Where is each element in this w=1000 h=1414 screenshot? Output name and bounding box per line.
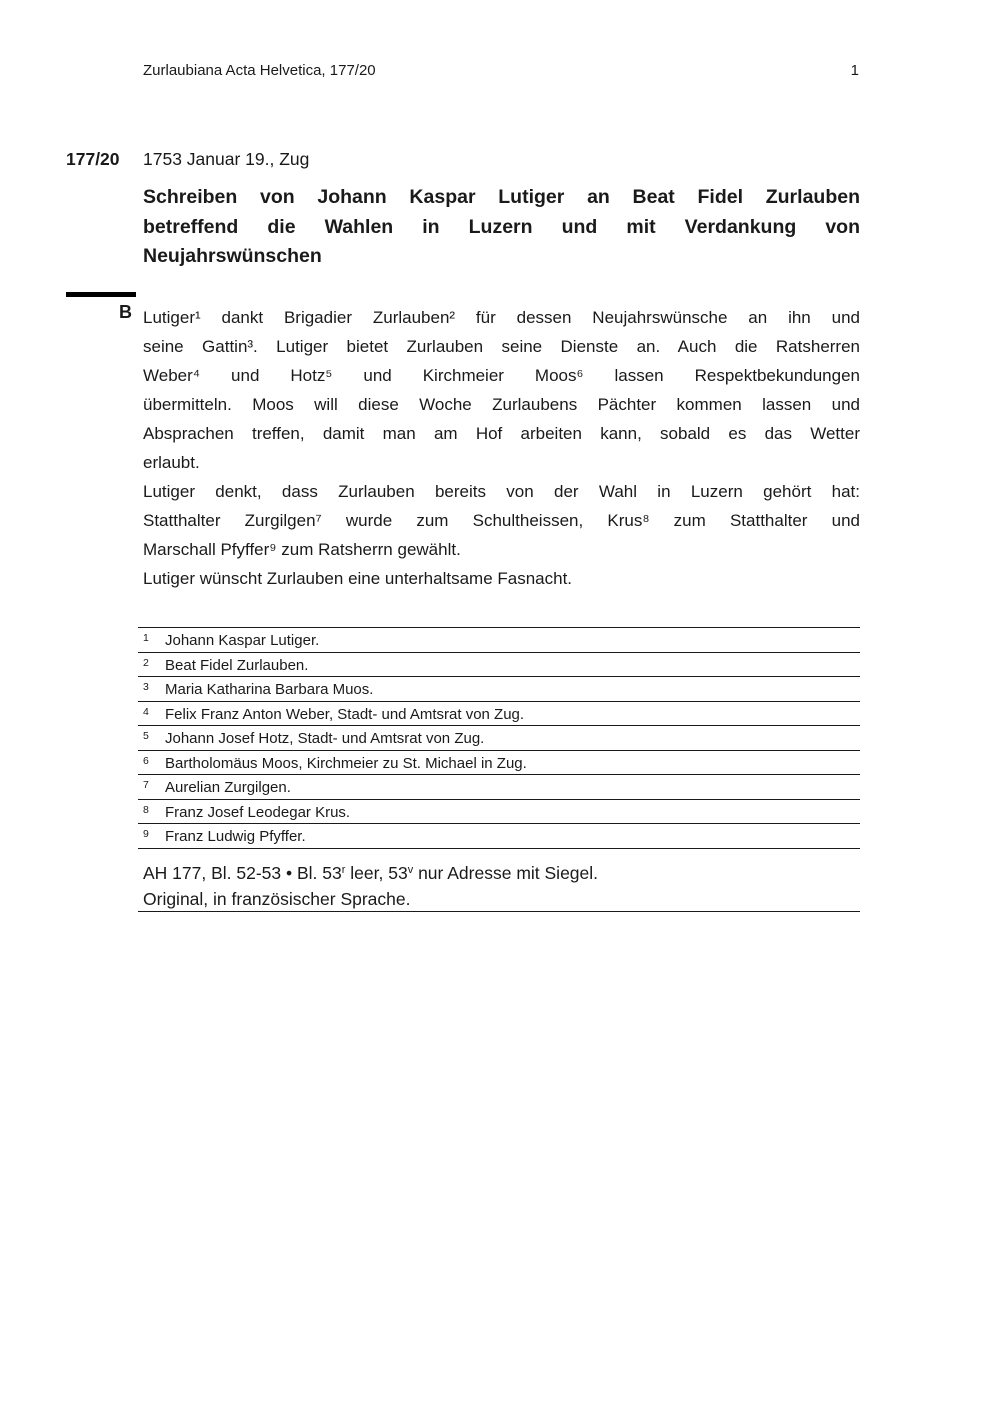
body-line: Lutiger denkt, dass Zurlauben bereits von der Wahl in Luzern gehört hat: [143,482,860,501]
body-line: Lutiger¹ dankt Brigadier Zurlauben² für dessen Neujahrswünsche an ihn und [143,308,860,327]
body-line: seine Gattin³. Lutiger bietet Zurlauben seine Dienste an. Auch die Ratsherren [143,337,860,356]
paragraph [143,477,860,564]
footnote-row [138,824,860,849]
abstract-body [143,303,860,593]
footnote-text: Beat Fidel Zurlauben. [165,656,309,674]
body-line: Marschall Pfyffer⁹ zum Ratsherrn gewählt. [143,540,461,559]
section-marker: B [119,302,132,322]
footnote-row [138,800,860,825]
body-line: Lutiger wünscht Zurlauben eine unterhaltsame Fasnacht. [143,569,573,588]
footnote-text: Aurelian Zurgilgen. [165,779,291,796]
paragraph [143,303,860,477]
footnote-number: 5 [143,730,149,742]
page-number: 1 [850,62,859,79]
header-title: Zurlaubiana Acta Helvetica, 177/20 [143,62,376,79]
section-divider-bar [66,292,136,297]
source-note [143,858,860,912]
footnote-text: Johann Josef Hotz, Stadt- und Amtsrat von Zug. [165,730,485,747]
folio-recto-superscript: r [341,864,346,876]
footnote-text: Bartholomäus Moos, Kirchmeier zu St. Michael in Zug. [165,754,527,772]
footnote-number: 1 [143,632,149,644]
source-line-2: Original, in französischer Sprache. [143,888,411,909]
entry-number: 177/20 [66,149,120,169]
paragraph [143,564,860,593]
footnote-number: 8 [143,803,149,816]
footnote-row [138,726,860,751]
footnote-number: 9 [143,828,149,840]
footnote-number: 7 [143,779,149,791]
footnote-text: Franz Ludwig Pfyffer. [165,828,306,845]
end-rule [138,911,860,912]
footnote-row [138,775,860,800]
body-line: Weber⁴ und Hotz⁵ und Kirchmeier Moos⁶ lassen Respektbekundungen [143,366,860,385]
body-line: erlaubt. [143,453,200,472]
title-line: betreffend die Wahlen in Luzern und mit Verdankung von [143,215,860,238]
footnotes-section [138,627,860,849]
footnote-row [138,751,860,776]
footnote-row [138,677,860,702]
source-text-suffix: nur Adresse mit Siegel. [413,863,599,883]
body-line: Statthalter Zurgilgen⁷ wurde zum Schultheissen, Krus⁸ zum Statthalter und [143,511,860,530]
source-text-mid: leer, 53 [345,863,408,883]
body-line: Absprachen treffen, damit man am Hof arbeiten kann, sobald es das Wetter [143,424,860,443]
entry-title [143,183,860,272]
footnote-number: 2 [143,656,149,669]
footnote-number: 3 [143,681,149,693]
footnote-number: 6 [143,754,149,767]
footnote-row [138,702,860,727]
footnote-row [138,628,860,653]
footnote-text: Felix Franz Anton Weber, Stadt- und Amtsrat von Zug. [165,705,525,723]
footnote-text: Maria Katharina Barbara Muos. [165,681,374,698]
footnote-number: 4 [143,705,149,718]
body-line: übermitteln. Moos will diese Woche Zurlaubens Pächter kommen lassen und [143,395,860,414]
entry-dateline: 1753 Januar 19., Zug [143,149,310,169]
footnote-text: Franz Josef Leodegar Krus. [165,803,351,821]
title-line: Schreiben von Johann Kaspar Lutiger an Beat Fidel Zurlauben [143,186,860,208]
folio-verso-superscript: v [407,864,414,876]
footnote-text: Johann Kaspar Lutiger. [165,632,320,649]
running-header [143,62,859,79]
source-text-prefix: AH 177, Bl. 52-53 • Bl. 53 [143,863,342,883]
source-line-1 [143,858,860,887]
title-line: Neujahrswünschen [143,245,322,267]
footnote-row [138,653,860,678]
